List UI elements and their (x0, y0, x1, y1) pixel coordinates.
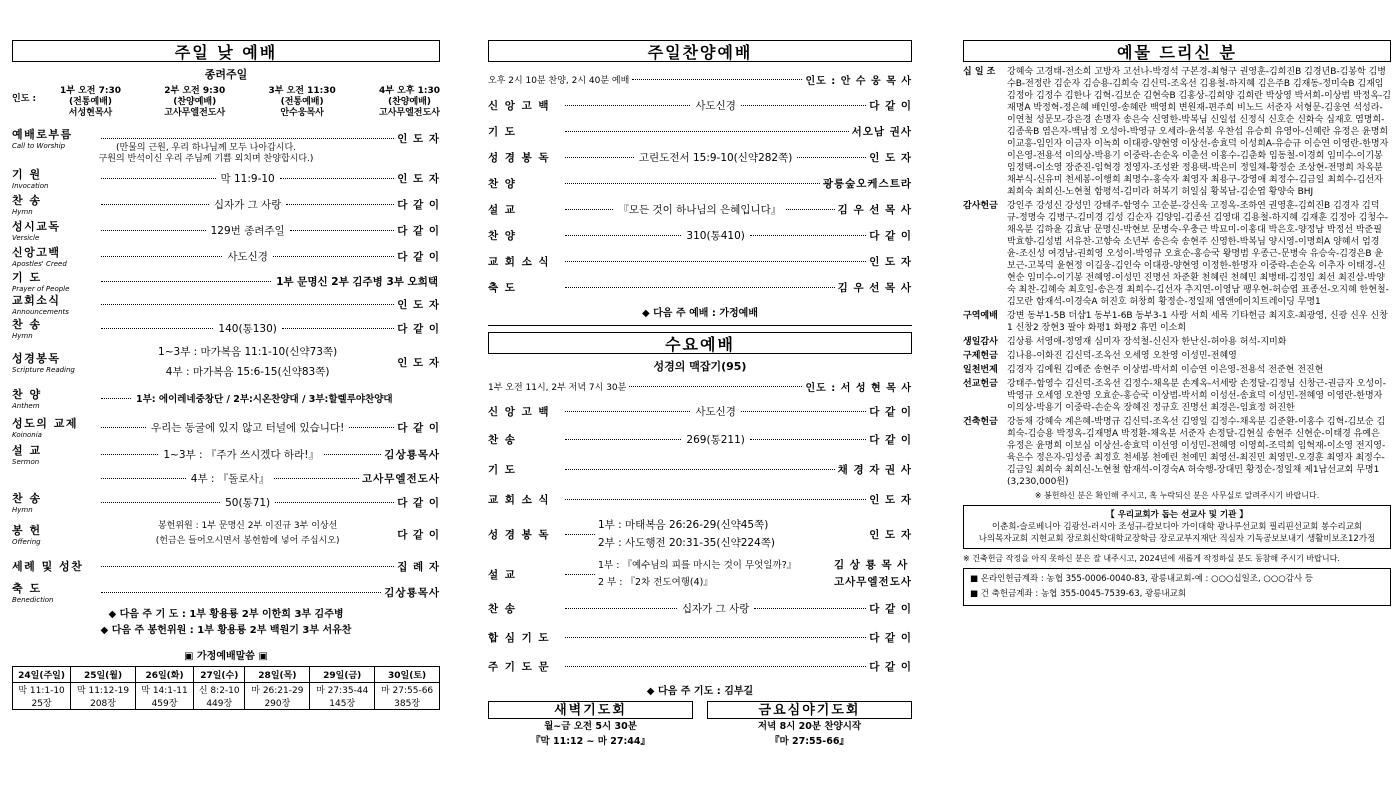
family-day: 25일(월) (71, 667, 136, 683)
services-block (12, 86, 440, 119)
offering-category: 일천번제 김경자 김예원 김예준 송현주 이상범-박서희 이승연 이은영-전용석 전준현 전진현 (963, 365, 1324, 375)
family-verse: 막 11:1-10 25장 (13, 683, 71, 710)
praise-row: 성 경 봉 독 고린도전서 15:9-10(신약282쪽) 인 도 자 (488, 151, 913, 164)
call-row (12, 123, 440, 153)
offering-category: 구제헌금 김나용-이화진 김신덕-조옥선 오세영 오찬영 이성민-전혜영 (963, 351, 1237, 361)
prayer-row: 기 도 Prayer of People 1부 문명신 2부 김주병 3부 오희택 (12, 271, 438, 293)
service-2: 2부 오전 9:30 (찬양예배) 고사무엘전도사 (164, 86, 226, 118)
family-verse: 막 14:1-11 459장 (135, 683, 193, 710)
family-title: ▣ 가정예배말씀 ▣ (184, 651, 268, 662)
family-day: 29일(금) (310, 667, 375, 683)
offering-category: 감사헌금 강인주 강성신 강성민 강태주-함영수 고순분-강신욱 고정옥-조하연 권영훈-김희진B 김경자 김덕규-정명숙 김병구-김미경 김성 김순자 김양임-김종선 김영대 김용철-하지혜 김재훈 김정아 김청수-채옥분 김하윤 김효남 문명신-박현보 문병숙-우충근 박묘미-이홍대 박은호-양정남 박정선 박준필 박효향-김성범 서유찬-고향숙 소년부 송은숙 송현주 신영한-박복님 양시영-이명희A 양혜서 엄경윤-조신성 여경남-권희영 오성이-박영규 오효순-홍승국 왕명범 우종근-문병숙 유승숙-김경은B 윤보근-고복덕 윤현정 이길웅-김인숙 이대광-양현영 이정한-한명자 이중락-손순옥 이추자 이태경-신현순 임미수-이기봉 전혜영-이성민 진명선 차준환 천혜린 천혜민 최병태-김정임 최선 최진삼-박양숙 최찬-김혜숙 최호일-송은경 최희수-김선자 추지연-이영남 팽우현-허승엽 표종선-오지혜 한현철-김모란 함재석-이경숙A 허진호 허창희 황정순-정일채 엠앤에이치트레이딩 무명1 (963, 201, 1389, 307)
offerings-header: 예물 드리신 분 (963, 40, 1391, 62)
wed-hapsim: 합 심 기 도 다 같 이 (488, 631, 912, 644)
praise-row: 교 회 소 식 인 도 자 (488, 255, 912, 268)
invocation-row: 기 원 Invocation 막 11:9-10 인 도 자 (12, 168, 440, 190)
friday-prayer: 금요심야기도회 저녁 8시 20분 찬양시작 『마 27:55-66』 (707, 701, 912, 749)
praise-row: 찬 양 광릉숲오케스트라 (488, 177, 912, 190)
announce-row: 교회소식 Announcements 인 도 자 (12, 294, 440, 316)
praise-time-row: 오후 2시 10분 찬양, 2시 40분 예배 인도 : 안 수 웅 목 사 (488, 75, 912, 87)
family-day: 27일(수) (194, 667, 245, 683)
praise-row: 신 앙 고 백 사도신경 다 같 이 (488, 99, 913, 112)
wed-lord: 주 기 도 문 다 같 이 (488, 660, 912, 673)
dawn-prayer: 새벽기도회 월~금 오전 5시 30분 『막 11:12 ~ 마 27:44』 (488, 701, 693, 749)
wednesday-series: 성경의 맥잡기(95) (653, 360, 747, 373)
family-verse: 마 26:21-29 290장 (245, 683, 310, 710)
praise-row: 기 도 서오남 권사 (488, 125, 912, 138)
family-day: 24일(주일) (13, 667, 71, 683)
praise-row: 축 도 김 우 선 목 사 (488, 281, 912, 294)
anthem-row: 찬 양 Anthem 1부: 에이레네중창단 / 2부:시온찬양대 / 3부:할렐루야찬양대 (12, 388, 393, 410)
praise-column (488, 40, 912, 749)
offering-categories (963, 66, 1391, 488)
offering-note: ※ 봉헌하신 분은 확인해 주시고, 혹 누락되신 분은 사무실로 알려주시기 바랍니다. (1034, 491, 1320, 500)
sunday-column (12, 40, 440, 710)
sermon2-row: 4부 : 『돌로사』 고사무엘전도사 (12, 467, 440, 489)
family-day: 26일(화) (135, 667, 193, 683)
offering-category: 생일감사 김상룡 서영애-정영재 심미자 장석철-신신자 한난신-허아용 허석-지미화 (963, 337, 1287, 347)
service-1: 1부 오전 7:30 (전통예배) 서성현목사 (60, 86, 121, 118)
praise-order (488, 92, 912, 300)
creed-row: 신앙고백 Apostles' Creed 사도신경 다 같 이 (12, 246, 441, 268)
missions-box: 【 우리교회가 돕는 선교사 및 기관 】 이춘희-슬로베니아 김광선-러시아 조성규-캄보디아 가이대학 광나루선교회 필리핀선교회 봉수리교회 나의목자교회 지현교회 장로회신학대학교장학금 장로교부지재단 직심자 기독공보보내기 생활비보조12가정 (963, 505, 1391, 549)
wed-sermon: 설 교 1부 : 『예수님의 피를 마시는 것이 무엇일까?』 2 부 : 『2차 전도여행(4)』 김 상 룡 목 사 고사무엘전도사 (488, 559, 912, 588)
wednesday-header: 수요예배 (488, 332, 912, 354)
offering-category: 구역예배 강변 동부1-5B 더샵1 동부1-6B 동부3-1 사랑 서희 세목 기타헌금 최지호-최광영, 신광 신우 신창1 신창2 장현3 팔야 화평1 화평2 휴먼 이소희 (963, 311, 1388, 333)
praise-row: 설 교 『모든 것이 하나님의 은혜입니다』 김 우 선 목 사 (488, 203, 912, 216)
hymn2-row: 찬 송 Hymn 140(통130) 다 같 이 (12, 318, 441, 340)
next-week-notice: ◆ 다음 주 기 도 : 1부 황용룡 2부 이한희 3부 김주병 ◆ 다음 주 봉헌위원 : 1부 황용룡 2부 백원기 3부 서유찬 (100, 609, 352, 636)
family-verse: 마 27:35-44 145장 (310, 683, 375, 710)
service-3: 3부 오전 11:30 (전통예배) 안수웅목사 (268, 86, 336, 118)
sunday-name: 종려주일 (204, 68, 248, 81)
leader-label: 인도 : (12, 94, 37, 104)
sunday-header: 주일 낮 예배 (12, 40, 440, 62)
sermon-row: 설 교 Sermon 1~3부 : 『주가 쓰시겠다 하라!』 김상룡목사 (12, 444, 441, 466)
family-table (12, 666, 440, 710)
benediction-row: 축 도 Benediction 김상룡목사 (12, 582, 440, 604)
account-box: ■ 온라인헌금계좌 : 농협 355-0006-0040-83, 광릉내교회-예 : ○○○십일조, ○○○감사 등 ■ 건 축헌금계좌 : 농협 355-0045-7539-63, 광릉내교회 (963, 568, 1391, 606)
family-day: 28일(목) (245, 667, 310, 683)
offerings-column (963, 40, 1391, 606)
praise-header: 주일찬양예배 (488, 40, 912, 62)
family-verse: 막 11:12-19 208장 (71, 683, 136, 710)
praise-next: ◆ 다음 주 예배 : 가정예배 (488, 304, 912, 326)
hymn1-row: 찬 송 Hymn 십자가 그 사랑 다 같 이 (12, 194, 441, 216)
family-verse: 마 27:55-66 385장 (375, 683, 440, 710)
building-notice: ※ 건축헌금 작정을 아직 못하신 분은 잘 내주시고, 2024년에 새롭게 작정하실 분도 동참해 주시기 바랍니다. (963, 554, 1340, 563)
service-list (60, 86, 440, 119)
versicle-row: 성시교독 Versicle 129번 종려주일 다 같 이 (12, 220, 440, 242)
wed-time-row: 1부 오전 11시, 2부 저녁 7시 30분 인도 : 서 성 현 목 사 (488, 382, 912, 394)
wed-news: 교 회 소 식 인 도 자 (488, 493, 912, 506)
offering-category: 건축헌금 강동채 강혜숙 계은혜-박명규 김신덕-조옥선 김영일 김정수-채옥분 김준환-이홍수 김혁-김보순 김희숙-김승용 박정옥-김재명A 박정환-채옥분 서준자 손정달-김현실 송현주 신현순-이태경 유예은 유정은 윤명희 이보심 이상선-송효덕 이선영 이성민-전혜영 이영희-조덕희 임혁재-이소영 전지영-육은수 정은자-임성종 최정호 천세봉 천예린 천예민 최영선-최진민 최영민-오경훈 최영자 최정수-김금일 최희숙 최희신-노현철 함재석-이경숙A 허숙행-장대민 황정순-정일채 제1남선교회 무명1 (3,230,000원) (963, 417, 1386, 487)
baptism-row: 세례 및 성찬 집 례 자 (12, 560, 440, 573)
call-right: 인 도 자 (397, 132, 440, 145)
scripture-row: 성경봉독 Scripture Reading 1~3부 : 마가복음 11:1-10(신약73쪽) 4부 : 마가복음 15:6-15(신약83쪽) 인 도 자 (12, 346, 440, 378)
wed-hymn: 찬 송 269(통211) 다 같 이 (488, 433, 913, 446)
service-4: 4부 오후 1:30 (찬양예배) 고사무엘전도사 (378, 86, 440, 118)
offering-category: 선교헌금 강태주-함영수 김신덕-조옥선 김정수-채옥분 손계옥-서세랑 손정달-김정님 신창근-권금자 오성이-박영규 오세영 오찬영 오효순-홍승국 이상범-박서희 이성선-송효덕 이성민-전혜영 이영란-한명자 이의상-박용기 이중락-손순옥 장혜진 정규호 진명선 최경은-임효정 허진한 (963, 379, 1386, 413)
offering-row: 봉 헌 Offering 봉헌위원 : 1부 문명신 2부 이진규 3부 이상선 (헌금은 들어오시면서 봉헌함에 넣어 주십시오) 다 같 이 (12, 521, 440, 546)
wed-scripture: 성 경 봉 독 1부 : 마태복음 26:26-29(신약45쪽) 2부 : 사도행전 20:31-35(신약224쪽) 인 도 자 (488, 519, 912, 549)
praise-row: 찬 양 310(통410) 다 같 이 (488, 229, 913, 242)
call-text: (만물의 근원, 우리 하나님께 모두 나아갑시다. 구원의 반석이신 우리 주님께 기쁨 외치며 찬양합시다.) (98, 143, 314, 164)
koinonia-row: 성도의 교제 Koinonia 우리는 동굴에 있지 않고 터널에 있습니다! 다 같 이 (12, 417, 441, 439)
family-verse: 신 8:2-10 449장 (194, 683, 245, 710)
wed-creed: 신 앙 고 백 사도신경 다 같 이 (488, 405, 913, 418)
family-day: 30일(토) (375, 667, 440, 683)
wed-hymn2: 찬 송 십자가 그 사랑 다 같 이 (488, 602, 913, 615)
prayer-meetings (488, 701, 912, 749)
call-label: 예배로부름 Call to Worship (12, 128, 73, 150)
hymn3-row: 찬 송 Hymn 50(통71) 다 같 이 (12, 492, 440, 514)
offering-category: 십 일 조 강혜숙 고경태-전소희 고방자 고선나-박경석 구본경-최형구 권영훈-김희진B 김경년B-김봉학 김병수B-전정란 김순자 김승용-김희숙 김신덕-조옥선 김용철-하지혜 김은주B 김재동-정미숙B 김재임 김정아 김정수 김한나 김혁-김보순 김현숙B 김홍상-김희양 김희란 박상영 박서희-이상범 박정옥-김재명A 박정혁-정은혜 배인영-송혜란 백영희 변원재-편주희 비노드 서준자 서형문-김웅연 석성라-이연철 성문모-강은경 손명자 송은숙 신영한-박복님 신일섭 신정식 신호순 신화숙 심재호 염명희-김종욱B 염은자-백남정 오성아-박영규 오세라-윤석봉 우찬섭 유승희 유영아-신혜란 유정은 윤명희 이교흥-임인자 이금자 이녹희 이대광-양현영 이상선-송효덕 이성희A-유승규 이승연 이영란-한명자 이은영-전용석 이의상-박용기 이중락-손순옥 이춘선 이홍수-김춘화 임동철-이경희 임미수-이기봉 임정택-이소영 장준진-임혁경 정영자-조성완 정용택-박은미 정일채-황정순 조상현-전명희 차옥분 채부식-신유미 천세봉-이행희 최명수-홍숙자 최영자 최용구-강영애 최정수-김금일 최희수-김선자 최희숙 최희신-노현철 함평석-김미라 허복기 허일심 황복남-김순엽 황양숙 BHJ (963, 67, 1391, 197)
wed-prayer: 기 도 채 경 자 권 사 (488, 463, 912, 476)
wed-next: ◆ 다음 주 기도 : 김부길 (646, 686, 754, 697)
order-list (12, 123, 440, 710)
